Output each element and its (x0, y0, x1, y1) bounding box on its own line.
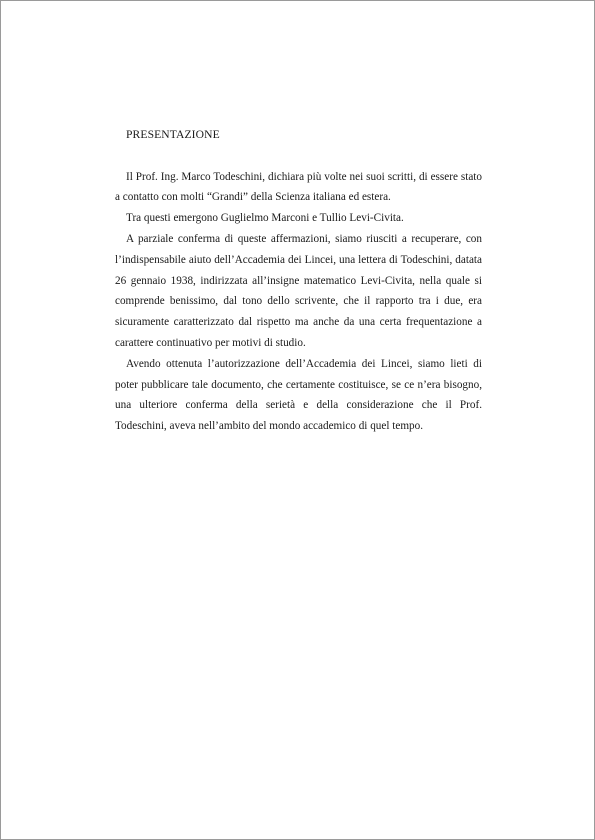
paragraph-2: Tra questi emergono Guglielmo Marconi e Tullio Levi-Civita. (126, 212, 404, 225)
paragraph-3: A parziale conferma di queste affermazioni, siamo riusciti a recuperare, con l’indispensabile aiuto dell’Accademia dei Lincei, una lettera di Todeschini, datata 26 gennaio 1938, indirizzata all’insigne matematico Levi-Civita, nella quale si comprende benissimo, dal tono dello scrivente, che il rapporto tra i due, era sicuramente caratterizzato dal rispetto ma anche da una certa frequentazione a carattere continuativo per motivi di studio. (115, 232, 482, 349)
paragraph-1: Il Prof. Ing. Marco Todeschini, dichiara più volte nei suoi scritti, di essere stato a contatto con molti “Grandi” della Scienza italiana ed estera. (115, 170, 482, 204)
document-body (115, 125, 482, 437)
page-title: PRESENTAZIONE (126, 128, 220, 141)
paragraph-4: Avendo ottenuta l’autorizzazione dell’Accademia dei Lincei, siamo lieti di poter pubblicare tale documento, che certamente costituisce, se ce n’era bisogno, una ulteriore conferma della serietà e della considerazione che il Prof. Todeschini, aveva nell’ambito del mondo accademico di quel tempo. (115, 357, 482, 433)
